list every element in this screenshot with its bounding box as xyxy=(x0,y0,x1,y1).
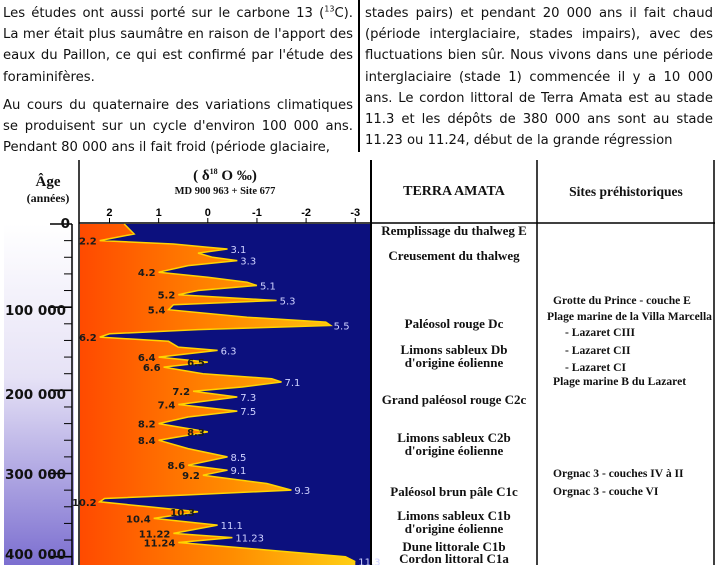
stage-label-8-3: 8.3 xyxy=(187,427,205,439)
stage-label-5-1: 5.1 xyxy=(259,281,276,293)
site-orgnac-iv-ii: Orgnac 3 - couches IV à II xyxy=(553,467,684,480)
stage-label-7-5: 7.5 xyxy=(240,407,257,419)
text-column-left xyxy=(3,3,353,165)
age-label-0: 0 xyxy=(60,216,70,232)
stage-label-6-5: 6.5 xyxy=(187,358,205,370)
ta-grand-paleosol: Grand paléosol rouge C2c xyxy=(381,392,527,407)
site-lazaret-cii: - Lazaret CII xyxy=(565,344,631,357)
stage-label-8-5: 8.5 xyxy=(230,452,247,464)
stage-label-7-3: 7.3 xyxy=(240,392,257,404)
header-sites-prehistoriques: Sites préhistoriques xyxy=(569,184,683,199)
ta-limons-c1b: Limons sableux C1b xyxy=(397,508,511,523)
paragraph-carbon-13: Les études ont aussi porté sur le carbone 13 ($^{13}$C). La mer était plus saumâtre en raison de l'apport des eaux du Paillon, ce qui est confirmé par l'étude des foraminifères. xyxy=(3,4,353,85)
stage-label-10-3: 10.3 xyxy=(170,507,195,519)
stage-label-7-2: 7.2 xyxy=(172,387,191,399)
x-tick-label: -1 xyxy=(252,207,262,219)
stage-label-7-1: 7.1 xyxy=(284,378,301,390)
stage-label-11-24: 11.24 xyxy=(143,538,176,550)
chart-title: ( $\delta^{18}$ O ‰) xyxy=(193,167,257,184)
ta-paleosol-brun: Paléosol brun pâle C1c xyxy=(390,484,518,499)
stage-label-2-2: 2.2 xyxy=(78,236,97,248)
stage-label-5-5: 5.5 xyxy=(333,321,350,333)
stage-label-8-6: 8.6 xyxy=(167,461,186,473)
ta-creusement: Creusement du thalweg xyxy=(388,248,520,263)
stage-label-9-2: 9.2 xyxy=(182,471,200,483)
age-label-100000: 100 000 xyxy=(4,303,66,319)
stage-label-8-2: 8.2 xyxy=(137,419,156,431)
chart-subtitle: MD 900 963 + Site 677 xyxy=(174,186,276,197)
x-tick-label: 1 xyxy=(155,207,162,219)
stage-label-10-2: 10.2 xyxy=(71,497,97,509)
x-tick-label: -2 xyxy=(301,207,311,219)
stage-label-8-4: 8.4 xyxy=(137,436,156,448)
stage-label-11-3: 11.3 xyxy=(358,557,381,565)
stage-label-3-3: 3.3 xyxy=(240,256,257,268)
site-grotte-prince: Grotte du Prince - couche E xyxy=(553,294,691,307)
stage-label-4-2: 4.2 xyxy=(137,268,156,280)
ta-limons-c1b-origin: d'origine éolienne xyxy=(404,521,504,536)
age-label-400000: 400 000 xyxy=(4,547,66,563)
stage-label-9-3: 9.3 xyxy=(294,486,311,498)
site-villa-marcella: Plage marine de la Villa Marcella xyxy=(547,310,712,323)
stage-label-6-2: 6.2 xyxy=(78,333,97,345)
age-axis-title: Âge (années) xyxy=(26,174,70,205)
column-divider xyxy=(358,0,360,152)
stage-label-5-4: 5.4 xyxy=(147,305,166,317)
site-plage-lazaret: Plage marine B du Lazaret xyxy=(553,375,687,388)
stage-label-6-3: 6.3 xyxy=(220,346,237,358)
ta-paleosol-rouge: Paléosol rouge Dc xyxy=(404,316,504,331)
site-lazaret-ci: - Lazaret CI xyxy=(565,361,626,374)
text-column-right xyxy=(365,3,713,158)
paragraph-quaternary: Au cours du quaternaire des variations climatiques se produisent sur un cycle d'environ 100 000 ans. Pendant 80 000 ans il fait froid (période glaciaire, xyxy=(3,97,353,156)
site-orgnac-vi: Orgnac 3 - couche VI xyxy=(553,485,659,498)
stage-label-6-6: 6.6 xyxy=(142,363,161,375)
x-tick-label: 0 xyxy=(204,207,211,219)
age-label-200000: 200 000 xyxy=(4,387,66,403)
climate-figure xyxy=(0,160,715,565)
age-label-300000: 300 000 xyxy=(4,467,66,483)
x-axis-ticks xyxy=(106,207,360,223)
stage-label-11-23: 11.23 xyxy=(235,533,265,545)
stage-label-11-1: 11.1 xyxy=(220,521,243,533)
ta-limons-c2b-origin: d'origine éolienne xyxy=(404,443,504,458)
stage-label-11-22: 11.22 xyxy=(138,529,171,541)
x-tick-label: 2 xyxy=(106,207,113,219)
stratigraphy-table xyxy=(371,160,715,565)
stage-label-10-4: 10.4 xyxy=(126,514,151,526)
stage-label-5-3: 5.3 xyxy=(279,296,296,308)
stage-label-3-1: 3.1 xyxy=(230,244,247,256)
stage-label-9-1: 9.1 xyxy=(230,466,247,478)
stage-label-7-4: 7.4 xyxy=(157,400,176,412)
site-lazaret-ciii: - Lazaret CIII xyxy=(565,326,635,339)
ta-cordon-littoral: Cordon littoral C1a xyxy=(399,551,509,565)
ta-limons-c2b: Limons sableux C2b xyxy=(397,430,511,445)
ta-dune-littorale: Dune littorale C1b xyxy=(402,539,506,554)
ta-limons-db: Limons sableux Db xyxy=(400,342,508,357)
ta-remplissage: Remplissage du thalweg E xyxy=(381,223,527,238)
ta-limons-db-origin: d'origine éolienne xyxy=(404,355,504,370)
stage-label-6-4: 6.4 xyxy=(137,353,156,365)
stage-label-5-2: 5.2 xyxy=(157,290,176,302)
x-tick-label: -3 xyxy=(350,207,361,219)
paragraph-stages: stades pairs) et pendant 20 000 ans il fait chaud (période interglaciaire, stades impairs), avec des fluctuations bien sûr. Nous vivons dans une période interglaciaire (stade 1) commencée il y a 10 000 ans. Le cordon littoral de Terra Amata est au stade 11.3 et les dépôts de 380 000 ans sont au stade 11.23 ou 11.24, début de la grande régression xyxy=(365,6,713,149)
header-terra-amata: TERRA AMATA xyxy=(403,184,505,199)
